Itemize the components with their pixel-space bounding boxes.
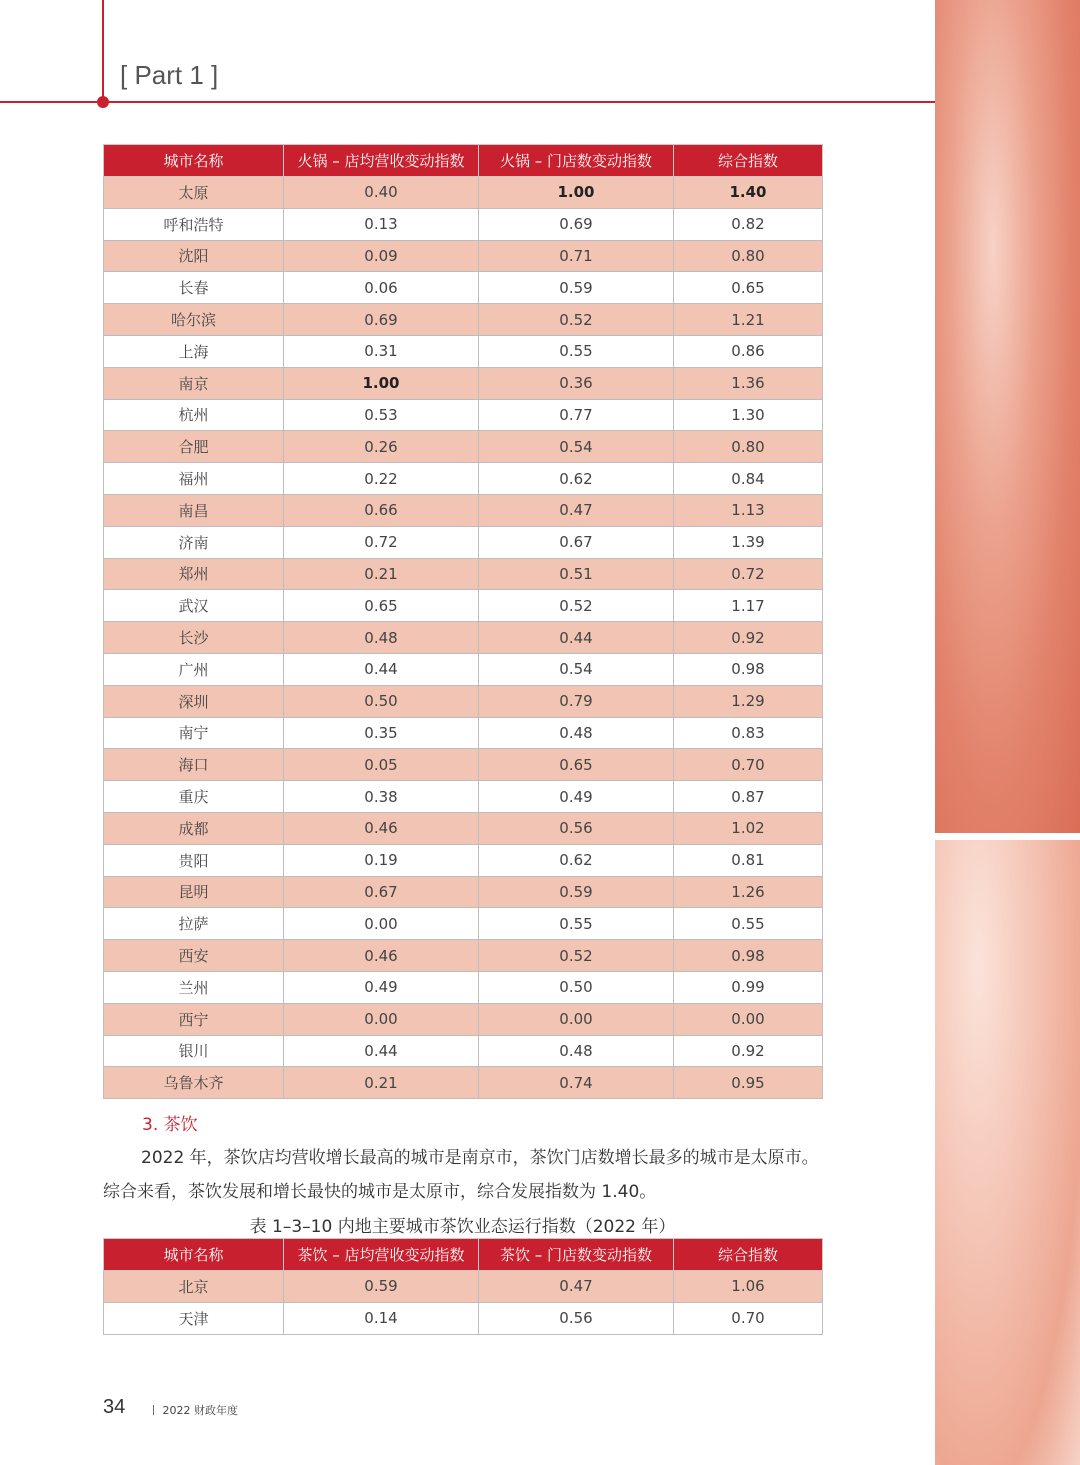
page-number: 34 bbox=[103, 1396, 126, 1418]
table-row bbox=[104, 1035, 823, 1067]
city-cell: 贵阳 bbox=[104, 844, 284, 876]
value-cell: 0.83 bbox=[674, 717, 823, 749]
table-row bbox=[104, 685, 823, 717]
value-cell: 1.06 bbox=[674, 1271, 823, 1303]
value-cell: 0.79 bbox=[479, 685, 674, 717]
value-cell: 0.55 bbox=[674, 908, 823, 940]
table-header-row bbox=[104, 1239, 823, 1271]
city-cell: 银川 bbox=[104, 1035, 284, 1067]
value-cell: 0.80 bbox=[674, 431, 823, 463]
city-cell: 拉萨 bbox=[104, 908, 284, 940]
city-cell: 呼和浩特 bbox=[104, 208, 284, 240]
table-row bbox=[104, 335, 823, 367]
table-row bbox=[104, 590, 823, 622]
value-cell: 0.05 bbox=[284, 749, 479, 781]
value-cell: 0.98 bbox=[674, 653, 823, 685]
value-cell: 0.92 bbox=[674, 622, 823, 654]
value-cell: 0.70 bbox=[674, 749, 823, 781]
value-cell: 0.38 bbox=[284, 781, 479, 813]
table-row bbox=[104, 1271, 823, 1303]
table-row bbox=[104, 1302, 823, 1334]
table-row bbox=[104, 177, 823, 209]
table-row bbox=[104, 908, 823, 940]
value-cell: 1.39 bbox=[674, 526, 823, 558]
value-cell: 0.59 bbox=[479, 272, 674, 304]
table-row bbox=[104, 749, 823, 781]
value-cell: 0.22 bbox=[284, 463, 479, 495]
table-row bbox=[104, 367, 823, 399]
value-cell: 0.44 bbox=[284, 1035, 479, 1067]
value-cell: 0.55 bbox=[479, 908, 674, 940]
column-header-revenue-index: 茶饮 – 店均营收变动指数 bbox=[284, 1239, 479, 1271]
city-cell: 重庆 bbox=[104, 781, 284, 813]
column-header-city: 城市名称 bbox=[104, 145, 284, 177]
table-row bbox=[104, 844, 823, 876]
value-cell: 0.72 bbox=[284, 526, 479, 558]
column-header-revenue-index: 火锅 – 店均营收变动指数 bbox=[284, 145, 479, 177]
value-cell: 0.84 bbox=[674, 463, 823, 495]
value-cell: 0.66 bbox=[284, 494, 479, 526]
value-cell: 0.50 bbox=[479, 971, 674, 1003]
city-cell: 武汉 bbox=[104, 590, 284, 622]
table-row bbox=[104, 558, 823, 590]
table-row bbox=[104, 622, 823, 654]
value-cell: 0.31 bbox=[284, 335, 479, 367]
city-cell: 合肥 bbox=[104, 431, 284, 463]
value-cell: 0.59 bbox=[479, 876, 674, 908]
section-paragraph: 2022 年，茶饮店均营收增长最高的城市是南京市，茶饮门店数增长最多的城市是太原市。综合来看，茶饮发展和增长最快的城市是太原市，综合发展指数为 1.40。 bbox=[103, 1148, 819, 1202]
value-cell: 0.50 bbox=[284, 685, 479, 717]
value-cell: 0.00 bbox=[674, 1003, 823, 1035]
value-cell: 0.44 bbox=[284, 653, 479, 685]
value-cell: 1.02 bbox=[674, 812, 823, 844]
value-cell: 1.00 bbox=[284, 367, 479, 399]
column-header-store-index: 火锅 – 门店数变动指数 bbox=[479, 145, 674, 177]
value-cell: 0.70 bbox=[674, 1302, 823, 1334]
city-cell: 沈阳 bbox=[104, 240, 284, 272]
city-cell: 北京 bbox=[104, 1271, 284, 1303]
value-cell: 0.86 bbox=[674, 335, 823, 367]
value-cell: 0.69 bbox=[284, 304, 479, 336]
table-row bbox=[104, 971, 823, 1003]
value-cell: 0.47 bbox=[479, 494, 674, 526]
value-cell: 0.46 bbox=[284, 812, 479, 844]
value-cell: 0.52 bbox=[479, 304, 674, 336]
hotpot-index-table bbox=[103, 144, 823, 1099]
header-rule-dot bbox=[97, 96, 109, 108]
value-cell: 0.65 bbox=[284, 590, 479, 622]
value-cell: 0.62 bbox=[479, 463, 674, 495]
value-cell: 0.71 bbox=[479, 240, 674, 272]
value-cell: 0.55 bbox=[479, 335, 674, 367]
city-cell: 上海 bbox=[104, 335, 284, 367]
value-cell: 0.67 bbox=[479, 526, 674, 558]
table-row bbox=[104, 812, 823, 844]
value-cell: 0.72 bbox=[674, 558, 823, 590]
value-cell: 0.26 bbox=[284, 431, 479, 463]
table-caption: 表 1–3–10 内地主要城市茶饮业态运行指数（2022 年） bbox=[249, 1217, 676, 1237]
value-cell: 0.46 bbox=[284, 940, 479, 972]
value-cell: 0.74 bbox=[479, 1067, 674, 1099]
value-cell: 1.21 bbox=[674, 304, 823, 336]
city-cell: 乌鲁木齐 bbox=[104, 1067, 284, 1099]
value-cell: 0.13 bbox=[284, 208, 479, 240]
value-cell: 0.65 bbox=[479, 749, 674, 781]
tea-index-table bbox=[103, 1238, 823, 1335]
city-cell: 太原 bbox=[104, 177, 284, 209]
value-cell: 1.13 bbox=[674, 494, 823, 526]
value-cell: 1.17 bbox=[674, 590, 823, 622]
section-title: 3. 茶饮 bbox=[142, 1115, 198, 1135]
value-cell: 0.00 bbox=[284, 908, 479, 940]
value-cell: 0.87 bbox=[674, 781, 823, 813]
city-cell: 杭州 bbox=[104, 399, 284, 431]
value-cell: 0.69 bbox=[479, 208, 674, 240]
table-row bbox=[104, 717, 823, 749]
value-cell: 0.77 bbox=[479, 399, 674, 431]
value-cell: 1.00 bbox=[479, 177, 674, 209]
table-row bbox=[104, 653, 823, 685]
value-cell: 0.14 bbox=[284, 1302, 479, 1334]
city-cell: 广州 bbox=[104, 653, 284, 685]
table-row bbox=[104, 876, 823, 908]
column-header-composite-index: 综合指数 bbox=[674, 145, 823, 177]
value-cell: 0.00 bbox=[284, 1003, 479, 1035]
table-row bbox=[104, 304, 823, 336]
value-cell: 1.36 bbox=[674, 367, 823, 399]
city-cell: 深圳 bbox=[104, 685, 284, 717]
value-cell: 0.52 bbox=[479, 940, 674, 972]
value-cell: 0.95 bbox=[674, 1067, 823, 1099]
table-row bbox=[104, 494, 823, 526]
value-cell: 1.29 bbox=[674, 685, 823, 717]
city-cell: 哈尔滨 bbox=[104, 304, 284, 336]
value-cell: 0.36 bbox=[479, 367, 674, 399]
city-cell: 天津 bbox=[104, 1302, 284, 1334]
table-row bbox=[104, 272, 823, 304]
value-cell: 0.51 bbox=[479, 558, 674, 590]
table-row bbox=[104, 1003, 823, 1035]
value-cell: 1.26 bbox=[674, 876, 823, 908]
value-cell: 0.62 bbox=[479, 844, 674, 876]
value-cell: 0.44 bbox=[479, 622, 674, 654]
header-vertical-rule bbox=[102, 0, 104, 102]
value-cell: 0.98 bbox=[674, 940, 823, 972]
value-cell: 0.52 bbox=[479, 590, 674, 622]
value-cell: 0.48 bbox=[479, 717, 674, 749]
value-cell: 0.09 bbox=[284, 240, 479, 272]
value-cell: 0.92 bbox=[674, 1035, 823, 1067]
value-cell: 0.47 bbox=[479, 1271, 674, 1303]
value-cell: 0.59 bbox=[284, 1271, 479, 1303]
value-cell: 0.80 bbox=[674, 240, 823, 272]
city-cell: 郑州 bbox=[104, 558, 284, 590]
value-cell: 0.48 bbox=[479, 1035, 674, 1067]
value-cell: 1.30 bbox=[674, 399, 823, 431]
value-cell: 0.54 bbox=[479, 653, 674, 685]
value-cell: 0.49 bbox=[479, 781, 674, 813]
column-header-city: 城市名称 bbox=[104, 1239, 284, 1271]
city-cell: 长春 bbox=[104, 272, 284, 304]
value-cell: 0.56 bbox=[479, 1302, 674, 1334]
decorative-photo-bottom bbox=[935, 840, 1080, 1465]
city-cell: 海口 bbox=[104, 749, 284, 781]
city-cell: 济南 bbox=[104, 526, 284, 558]
table-row bbox=[104, 240, 823, 272]
value-cell: 0.81 bbox=[674, 844, 823, 876]
city-cell: 南宁 bbox=[104, 717, 284, 749]
table-row bbox=[104, 208, 823, 240]
table-header-row bbox=[104, 145, 823, 177]
value-cell: 0.19 bbox=[284, 844, 479, 876]
value-cell: 0.65 bbox=[674, 272, 823, 304]
value-cell: 0.99 bbox=[674, 971, 823, 1003]
city-cell: 成都 bbox=[104, 812, 284, 844]
column-header-composite-index: 综合指数 bbox=[674, 1239, 823, 1271]
table-row bbox=[104, 781, 823, 813]
table-row bbox=[104, 463, 823, 495]
value-cell: 0.54 bbox=[479, 431, 674, 463]
table-row bbox=[104, 1067, 823, 1099]
value-cell: 0.00 bbox=[479, 1003, 674, 1035]
city-cell: 昆明 bbox=[104, 876, 284, 908]
column-header-store-index: 茶饮 – 门店数变动指数 bbox=[479, 1239, 674, 1271]
value-cell: 0.82 bbox=[674, 208, 823, 240]
value-cell: 0.53 bbox=[284, 399, 479, 431]
value-cell: 0.06 bbox=[284, 272, 479, 304]
city-cell: 西安 bbox=[104, 940, 284, 972]
city-cell: 长沙 bbox=[104, 622, 284, 654]
value-cell: 0.56 bbox=[479, 812, 674, 844]
value-cell: 0.21 bbox=[284, 558, 479, 590]
value-cell: 0.67 bbox=[284, 876, 479, 908]
value-cell: 1.40 bbox=[674, 177, 823, 209]
city-cell: 兰州 bbox=[104, 971, 284, 1003]
part-label: [ Part 1 ] bbox=[120, 60, 219, 90]
header-horizontal-rule bbox=[0, 101, 935, 103]
decorative-photo-top bbox=[935, 0, 1080, 833]
value-cell: 0.48 bbox=[284, 622, 479, 654]
city-cell: 福州 bbox=[104, 463, 284, 495]
city-cell: 南昌 bbox=[104, 494, 284, 526]
value-cell: 0.35 bbox=[284, 717, 479, 749]
value-cell: 0.49 bbox=[284, 971, 479, 1003]
footer-publication: 丨 2022 财政年度 bbox=[148, 1404, 238, 1417]
table-row bbox=[104, 431, 823, 463]
table-row bbox=[104, 940, 823, 972]
value-cell: 0.21 bbox=[284, 1067, 479, 1099]
table-row bbox=[104, 526, 823, 558]
value-cell: 0.40 bbox=[284, 177, 479, 209]
city-cell: 西宁 bbox=[104, 1003, 284, 1035]
city-cell: 南京 bbox=[104, 367, 284, 399]
table-row bbox=[104, 399, 823, 431]
